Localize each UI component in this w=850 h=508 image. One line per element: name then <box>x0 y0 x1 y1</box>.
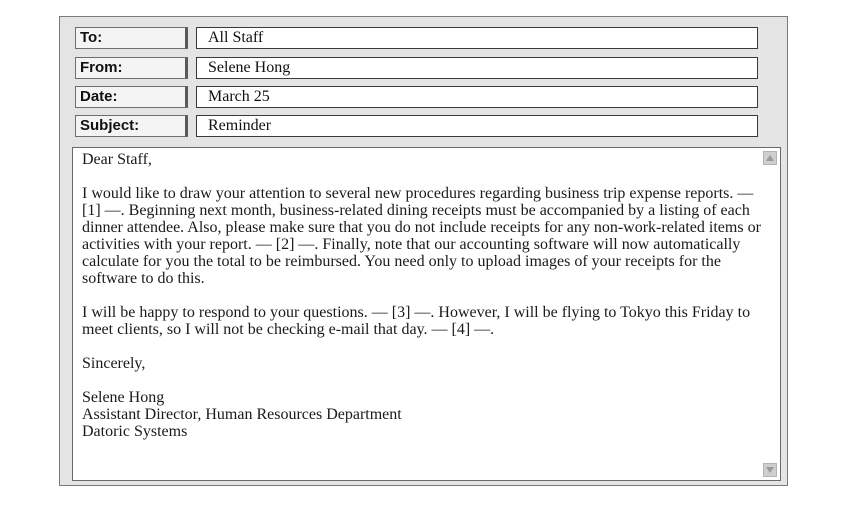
scroll-up-button[interactable] <box>763 151 777 165</box>
date-field[interactable]: March 25 <box>196 86 758 108</box>
closing: Sincerely, <box>82 355 146 372</box>
message-text <box>82 151 762 440</box>
to-label: To: <box>75 27 188 49</box>
from-field[interactable]: Selene Hong <box>196 57 758 79</box>
message-body[interactable] <box>72 147 781 481</box>
signature <box>82 389 762 440</box>
body-paragraph-1: I would like to draw your attention to several new procedures regarding business trip expense reports. — [1] —. Beginning next month, business-related dining receipts must be accompanied by a listing of each dinner attendee. Also, please make sure that you do not include receipts for any non-work-related items or activities with your report. — [2] —. Finally, note that our accounting software will now automatically calculate for you the total to be reimbursed. You need only to upload images of your receipts for the software to do this. <box>82 185 761 287</box>
date-label: Date: <box>75 86 188 108</box>
subject-label: Subject: <box>75 115 188 137</box>
subject-field[interactable]: Reminder <box>196 115 758 137</box>
scroll-down-button[interactable] <box>763 463 777 477</box>
body-paragraph-2: I will be happy to respond to your questions. — [3] —. However, I will be flying to Tokyo this Friday to meet clients, so I will not be checking e-mail that day. — [4] —. <box>82 304 751 338</box>
signature-company: Datoric Systems <box>82 423 188 440</box>
scroll-down-arrow-icon <box>766 467 774 473</box>
scroll-up-arrow-icon <box>766 155 774 161</box>
signature-title: Assistant Director, Human Resources Department <box>82 406 402 423</box>
email-window <box>59 16 788 486</box>
greeting: Dear Staff, <box>82 151 152 168</box>
from-label: From: <box>75 57 188 79</box>
signature-name: Selene Hong <box>82 389 165 406</box>
to-field[interactable]: All Staff <box>196 27 758 49</box>
